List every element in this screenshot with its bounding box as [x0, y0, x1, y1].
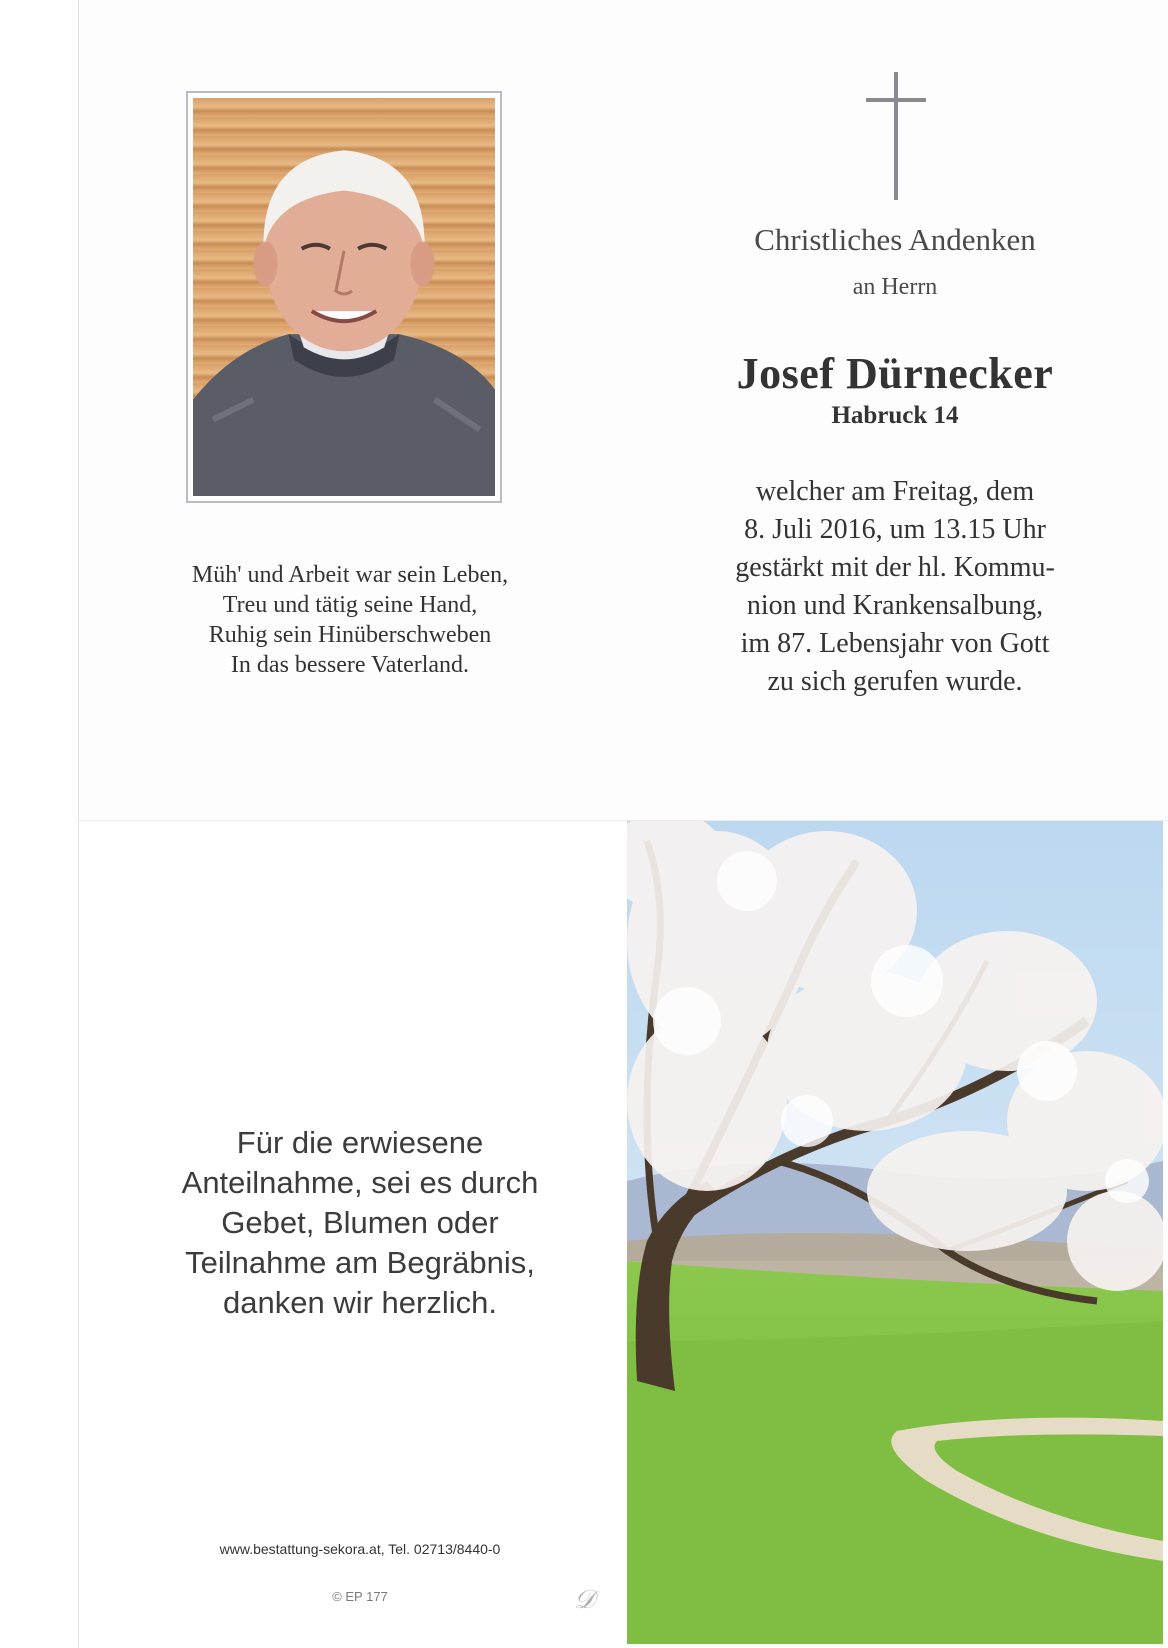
card-heading: Christliches Andenken — [754, 222, 1036, 257]
salutation: an Herrn — [852, 274, 938, 300]
deceased-name: Josef Dürnecker — [736, 349, 1054, 398]
thanks-line: Für die erwiesene — [236, 1125, 484, 1160]
portrait-illustration — [193, 98, 495, 496]
thanks-message — [120, 1123, 600, 1323]
death-notice-line: gestärkt mit der hl. Kommu- — [735, 552, 1055, 583]
memorial-verse — [130, 560, 570, 680]
verse-line: In das bessere Vaterland. — [230, 652, 470, 678]
thanks-line: Gebet, Blumen oder — [221, 1205, 499, 1240]
portrait-photo — [193, 98, 495, 496]
handwritten-mark: 𝒟 — [574, 1585, 595, 1614]
landscape-picture — [627, 821, 1163, 1644]
death-notice-line: 8. Juli 2016, um 13.15 Uhr — [744, 514, 1046, 545]
thanks-line: danken wir herzlich. — [223, 1285, 497, 1320]
verse-line: Treu und tätig seine Hand, — [222, 592, 478, 618]
death-notice-line: zu sich gerufen wurde. — [767, 666, 1023, 697]
latin-cross-icon — [864, 72, 928, 200]
deceased-address: Habruck 14 — [831, 402, 959, 429]
copyright-code: © EP 177 — [332, 1589, 388, 1604]
thanks-line: Teilnahme am Begräbnis, — [185, 1245, 535, 1280]
verse-line: Ruhig sein Hinüberschweben — [208, 622, 492, 648]
thanks-line: Anteilnahme, sei es durch — [181, 1165, 539, 1200]
publisher-info: www.bestattung-sekora.at, Tel. 02713/8440-0 — [219, 1541, 501, 1557]
death-notice-line: welcher am Freitag, dem — [755, 476, 1035, 507]
death-notice — [690, 473, 1100, 701]
death-notice-line: nion und Krankensalbung, — [746, 590, 1044, 621]
death-notice-line: im 87. Lebensjahr von Gott — [740, 628, 1050, 659]
blossoming-tree-landscape — [627, 821, 1163, 1644]
verse-line: Müh' und Arbeit war sein Leben, — [191, 562, 509, 588]
portrait-frame — [186, 91, 502, 503]
